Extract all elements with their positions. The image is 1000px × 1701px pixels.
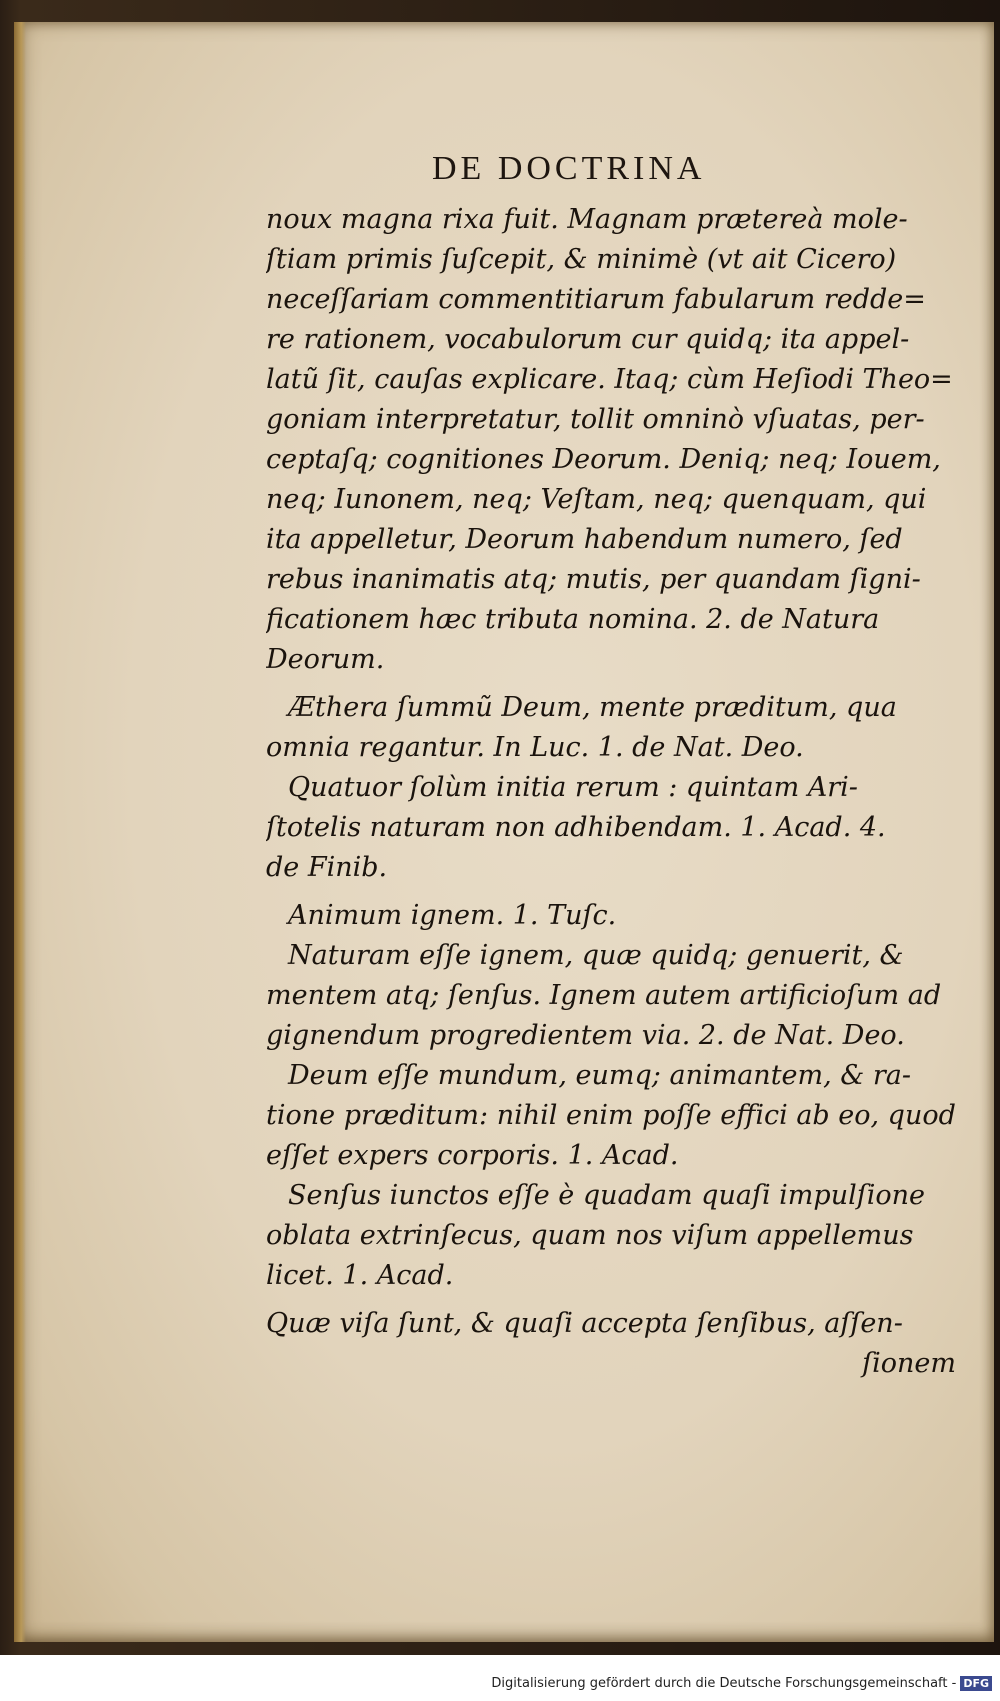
text-line: Animum ignem. 1. Tuſc. (288, 900, 617, 931)
text-line: Quӕ viſa ſunt, & quaſi accepta ſenſibus, aſſen- (266, 1308, 903, 1339)
text-line: ceptaſq; cognitiones Deorum. Deniq; neq; Iouem, (266, 444, 941, 475)
text-line: eſſet expers corporis. 1. Acad. (266, 1140, 679, 1171)
text-line: mentem atq; ſenſus. Ignem autem artificioſum ad (266, 980, 942, 1011)
text-line: ſtiam primis ſuſcepit, & minimè (vt ait Cicero) (266, 244, 897, 275)
catchword: ſionem (862, 1348, 956, 1379)
text-line: neceſſariam commentitiarum fabularum redde= (266, 284, 926, 315)
text-line: omnia regantur. In Luc. 1. de Nat. Deo. (266, 732, 804, 763)
credit-text: Digitalisierung gefördert durch die Deutsche Forschungsgemeinschaft - (491, 1676, 957, 1691)
text-line: ficationem hӕc tributa nomina. 2. de Natura (266, 604, 880, 635)
digitization-footer (0, 1655, 1000, 1701)
text-line: neq; Iunonem, neq; Veſtam, neq; quenquam, qui (266, 484, 927, 515)
text-line: Æthera ſummũ Deum, mente prӕditum, qua (288, 692, 897, 723)
text-line: rebus inanimatis atq; mutis, per quandam ſigni- (266, 564, 921, 595)
text-line: Naturam eſſe ignem, quӕ quidq; genuerit, & (288, 940, 904, 971)
text-line: ſtotelis naturam non adhibendam. 1. Acad. 4. (266, 812, 886, 843)
text-line: Deum eſſe mundum, eumq; animantem, & ra- (288, 1060, 912, 1091)
text-line: oblata extrinſecus, quam nos viſum appellemus (266, 1220, 914, 1251)
text-line: de Finib. (266, 852, 388, 883)
text-line: latũ ſit, cauſas explicare. Itaq; cùm Heſiodi Theo= (266, 364, 953, 395)
text-line: licet. 1. Acad. (266, 1260, 454, 1291)
text-block (266, 200, 956, 1384)
text-line: goniam interpretatur, tollit omninò vſuatas, per- (266, 404, 925, 435)
text-line: Senſus iunctos eſſe è quadam quaſi impulſione (288, 1180, 925, 1211)
book-page (14, 22, 994, 1642)
text-line: gignendum progredientem via. 2. de Nat. Deo. (266, 1020, 905, 1051)
footer-credit (491, 1676, 992, 1691)
dfg-logo-icon: DFG (960, 1676, 992, 1691)
text-line: Quatuor ſolùm initia rerum : quintam Ari- (288, 772, 858, 803)
text-line: re rationem, vocabulorum cur quidq; ita appel- (266, 324, 910, 355)
page-edge (14, 22, 26, 1642)
text-line: noux magna rixa fuit. Magnam prӕtereà mole- (266, 204, 908, 235)
text-line: tione prӕditum: nihil enim poſſe effici ab eo, quod (266, 1100, 956, 1131)
text-line: Deorum. (266, 644, 385, 675)
running-head: DE DOCTRINA (432, 150, 706, 187)
text-line: ita appelletur, Deorum habendum numero, ſed (266, 524, 903, 555)
